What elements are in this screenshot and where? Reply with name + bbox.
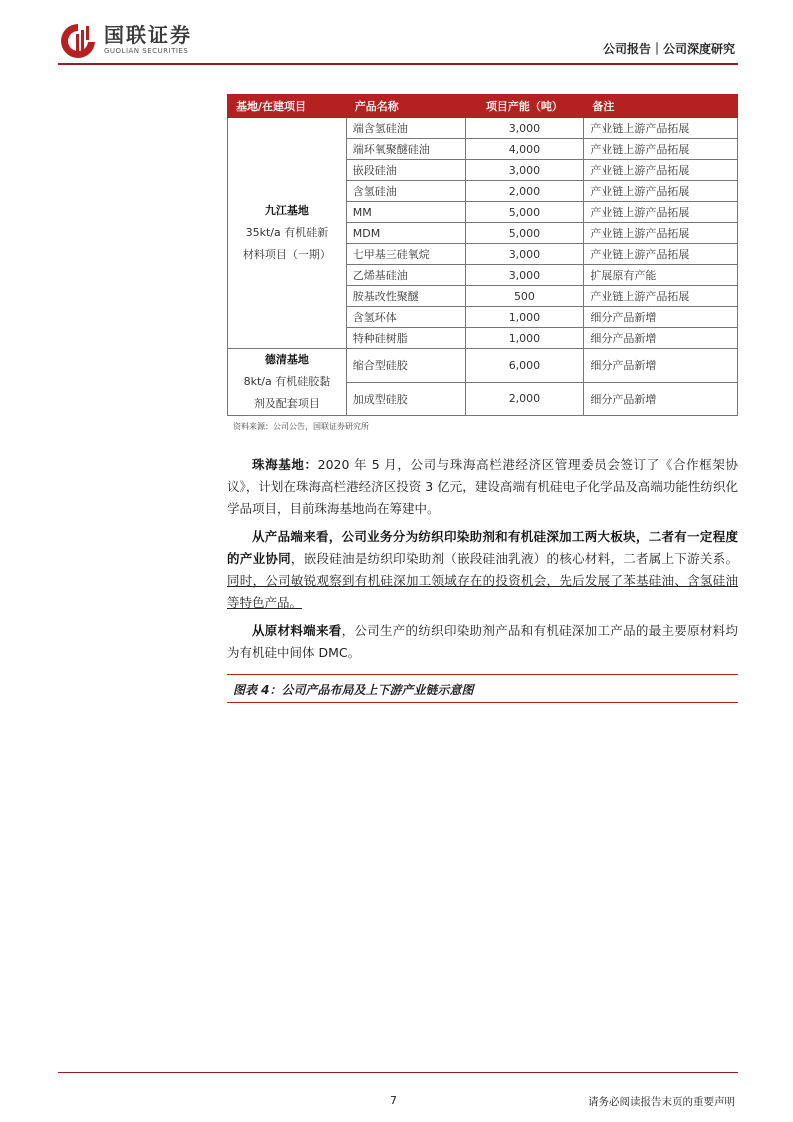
- col-header-note: 备注: [584, 95, 738, 118]
- note-cell: 产业链上游产品拓展: [584, 223, 738, 244]
- capacity-cell: 3,000: [465, 265, 584, 286]
- base-cell-jiujiang: [228, 118, 347, 349]
- figure-divider: [227, 674, 738, 675]
- capacity-cell: 500: [465, 286, 584, 307]
- col-header-capacity: 项目产能（吨）: [465, 95, 584, 118]
- col-header-base: 基地/在建项目: [228, 95, 347, 118]
- product-cell: 乙烯基硅油: [346, 265, 465, 286]
- paragraph-material: [227, 620, 738, 664]
- figure-divider: [227, 702, 738, 703]
- table-row: [228, 349, 738, 383]
- product-cell: 端含氢硅油: [346, 118, 465, 139]
- note-cell: 产业链上游产品拓展: [584, 244, 738, 265]
- capacity-cell: 5,000: [465, 223, 584, 244]
- capacity-cell: 3,000: [465, 160, 584, 181]
- note-cell: 产业链上游产品拓展: [584, 139, 738, 160]
- product-cell: 端环氧聚醚硅油: [346, 139, 465, 160]
- base-name: 九江基地: [264, 204, 309, 217]
- logo-english-name: GUOLIAN SECURITIES: [104, 47, 189, 55]
- report-type-label: 公司报告｜公司深度研究: [602, 42, 735, 56]
- table-row: [228, 118, 738, 139]
- capacity-cell: 4,000: [465, 139, 584, 160]
- logo-mark-icon: [58, 22, 98, 58]
- footer-divider: [58, 1072, 738, 1073]
- product-cell: 特种硅树脂: [346, 328, 465, 349]
- footer-disclaimer: 请务必阅读报告末页的重要声明: [588, 1096, 735, 1108]
- note-cell: 扩展原有产能: [584, 265, 738, 286]
- capacity-cell: 5,000: [465, 202, 584, 223]
- capacity-cell: 2,000: [465, 382, 584, 416]
- capacity-cell: 3,000: [465, 244, 584, 265]
- header-divider: [58, 63, 738, 65]
- note-cell: 细分产品新增: [584, 382, 738, 416]
- note-cell: 细分产品新增: [584, 349, 738, 383]
- note-cell: 细分产品新增: [584, 307, 738, 328]
- logo-chinese-name: 国联证券: [104, 23, 192, 47]
- note-cell: 产业链上游产品拓展: [584, 181, 738, 202]
- paragraph-lead: 从产品端来看，公司业务分为纺织印染助剂和有机硅深加工两大板块，二者有一定程度的产业协同: [227, 529, 738, 566]
- capacity-cell: 1,000: [465, 328, 584, 349]
- page-header: [0, 0, 793, 70]
- figure-title: 图表 4：公司产品布局及上下游产业链示意图: [233, 683, 474, 697]
- paragraph-zhuhai: [227, 454, 738, 520]
- project-line: 剂及配套项目: [253, 397, 320, 410]
- paragraph-product: [227, 526, 738, 614]
- product-cell: 嵌段硅油: [346, 160, 465, 181]
- product-cell: 加成型硅胶: [346, 382, 465, 416]
- paragraph-underlined: 同时，公司敏锐观察到有机硅深加工领域存在的投资机会，先后发展了苯基硅油、含氢硅油等特色产品。: [227, 573, 738, 610]
- paragraph-body: ，公司生产的纺织印染助剂产品和有机硅深加工产品的最主要原材料均为有机硅中间体 DMC。: [227, 623, 738, 660]
- project-line: 8kt/a 有机硅胶黏: [243, 375, 331, 388]
- project-line: 材料项目（一期）: [242, 248, 331, 261]
- table-header-row: [228, 95, 738, 118]
- note-cell: 细分产品新增: [584, 328, 738, 349]
- project-line: 35kt/a 有机硅新: [245, 226, 329, 239]
- note-cell: 产业链上游产品拓展: [584, 160, 738, 181]
- page-number: 7: [390, 1094, 397, 1107]
- col-header-product: 产品名称: [346, 95, 465, 118]
- table-source: 资料来源：公司公告，国联证券研究所: [233, 422, 369, 431]
- product-cell: 胺基改性聚醚: [346, 286, 465, 307]
- capacity-cell: 3,000: [465, 118, 584, 139]
- product-cell: 缩合型硅胶: [346, 349, 465, 383]
- product-cell: 含氢环体: [346, 307, 465, 328]
- company-logo: [58, 22, 192, 58]
- product-cell: 七甲基三硅氧烷: [346, 244, 465, 265]
- note-cell: 产业链上游产品拓展: [584, 118, 738, 139]
- capacity-table: [227, 94, 738, 416]
- paragraph-lead: 珠海基地：: [252, 457, 318, 472]
- paragraph-body: 2020 年 5 月，公司与珠海高栏港经济区管理委员会签订了《合作框架协议》，计划在珠海高栏港经济区投资 3 亿元，建设高端有机硅电子化学品及高端功能性纺织化学品项目，目前珠海基地尚在筹建中。: [227, 457, 738, 516]
- product-cell: MDM: [346, 223, 465, 244]
- base-name: 德清基地: [264, 353, 309, 366]
- note-cell: 产业链上游产品拓展: [584, 202, 738, 223]
- product-cell: MM: [346, 202, 465, 223]
- note-cell: 产业链上游产品拓展: [584, 286, 738, 307]
- capacity-cell: 6,000: [465, 349, 584, 383]
- paragraph-body: ，嵌段硅油是纺织印染助剂（嵌段硅油乳液）的核心材料，二者属上下游关系。: [290, 551, 738, 566]
- capacity-cell: 1,000: [465, 307, 584, 328]
- capacity-cell: 2,000: [465, 181, 584, 202]
- product-cell: 含氢硅油: [346, 181, 465, 202]
- base-cell-deqing: [228, 349, 347, 416]
- paragraph-lead: 从原材料端来看: [252, 623, 342, 638]
